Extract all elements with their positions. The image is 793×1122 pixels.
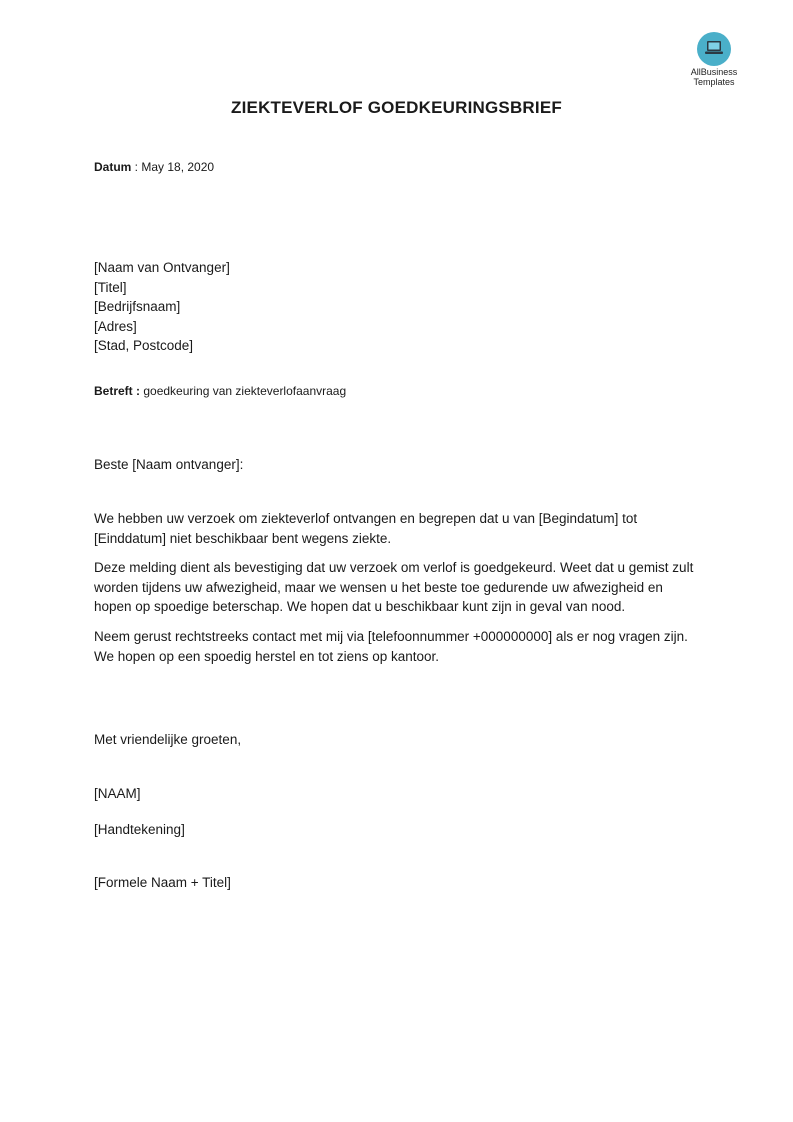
body-paragraph-1: We hebben uw verzoek om ziekteverlof ontvangen en begrepen dat u van [Begindatum] tot [Einddatum] niet beschikbaar bent wegens ziekte. (94, 511, 638, 546)
closing: Met vriendelijke groeten, (94, 732, 242, 747)
subject-line (94, 384, 346, 398)
signature-handtekening: [Handtekening] (94, 822, 185, 837)
laptop-icon (697, 32, 731, 66)
allbusiness-templates-logo (682, 32, 746, 87)
recipient-title: [Titel] (94, 279, 127, 295)
recipient-name: [Naam van Ontvanger] (94, 260, 230, 275)
subject-label: Betreft : (94, 384, 141, 398)
salutation: Beste [Naam ontvanger]: (94, 457, 244, 472)
date-separator: : (131, 160, 142, 174)
date-value: May 18, 2020 (141, 160, 215, 174)
recipient-address: [Adres] (94, 318, 137, 334)
body-paragraph-2: Deze melding dient als bevestiging dat uw verzoek om verlof is goedgekeurd. Weet dat u gemist zult worden tijdens uw afwezigheid, maar we wensen u het beste toe gedurende uw afwezigheid en hopen op spoedige beterschap. We hopen dat u beschikbaar kunt zijn in geval van nood. (94, 560, 694, 614)
signature-name: [NAAM] (94, 786, 141, 801)
date-line (94, 160, 214, 174)
signature-formal: [Formele Naam + Titel] (94, 875, 231, 890)
recipient-city-postcode: [Stad, Postcode] (94, 338, 194, 353)
subject-value: goedkeuring van ziekteverlofaanvraag (140, 384, 347, 398)
recipient-company: [Bedrijfsnaam] (94, 299, 181, 314)
date-label: Datum (94, 160, 132, 174)
logo-text (682, 67, 746, 87)
body-paragraph-3: Neem gerust rechtstreeks contact met mij via [telefoonnummer +000000000] als er nog vragen zijn. We hopen op een spoedig herstel en tot ziens op kantoor. (94, 629, 688, 664)
page-title: ZIEKTEVERLOF GOEDKEURINGSBRIEF (231, 98, 562, 117)
recipient-block (94, 258, 230, 356)
logo-line-1: AllBusiness (690, 67, 738, 77)
logo-line-2: Templates (693, 77, 735, 87)
